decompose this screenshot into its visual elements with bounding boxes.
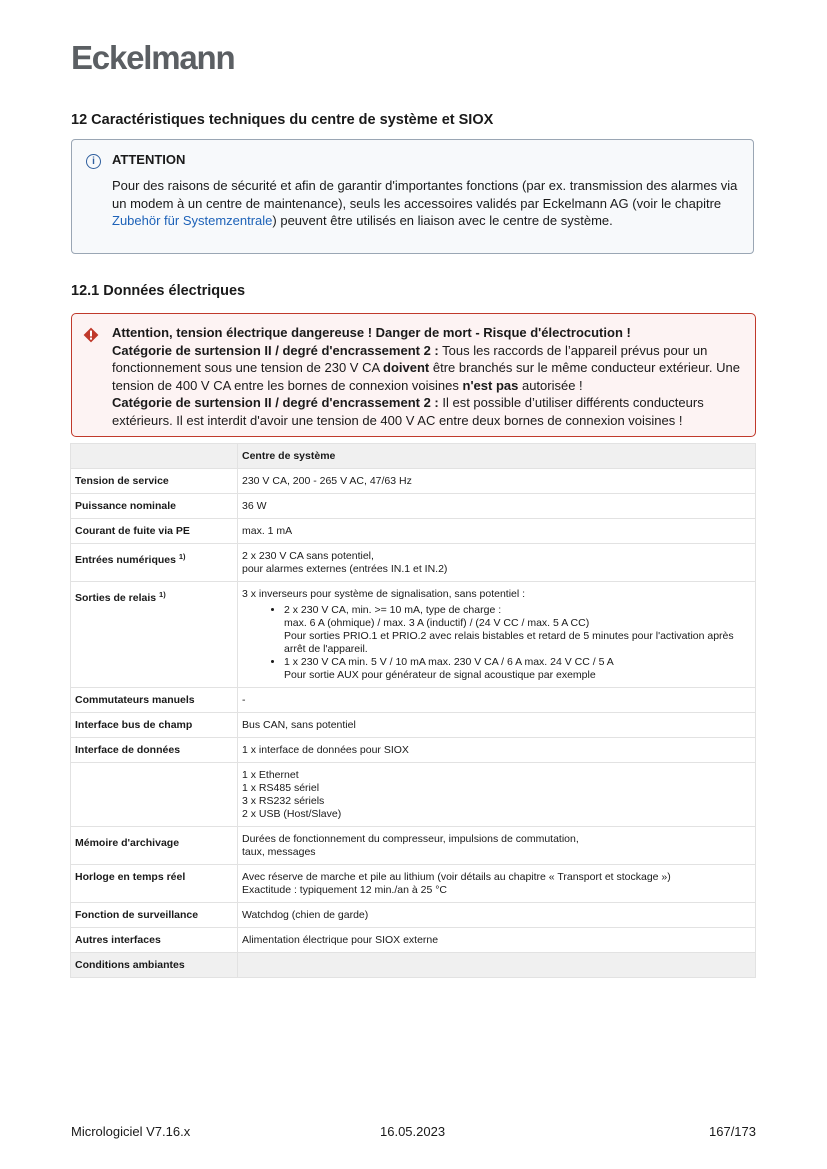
eckelmann-logo: Eckelmann <box>71 39 235 76</box>
column-header: Centre de système <box>238 444 756 469</box>
table-header-row <box>71 444 756 469</box>
list-item: • 2 x 230 V CA, min. >= 10 mA, type de charge : max. 6 A (ohmique) / max. 3 A (inductif) / (24 V CC / max. 5 A CC) Pour sorties PRIO.1 et PRIO.2 avec relais bistables et retard de 5 minutes pour l'activation après arrêt de l'appareil. <box>284 604 750 656</box>
danger-text: Attention, tension électrique dangereuse ! Danger de mort - Risque d'électrocution ! Catégorie de surtension II / degré d'encrassement 2 : Tous les raccords de l’appareil prévus pour un fonctionnement sous une tension de 230 V CA doivent être branchés sur le même conducteur extérieur. Une tension de 400 V CA entre les bornes de connexion voisines n'est pas autorisée ! Catégorie de surtension II / degré d'encrassement 2 : Il est possible d’utiliser différents conducteurs extérieurs. Il est interdit d'avoir une tension de 400 V AC entre deux bornes de connexion voisines ! <box>112 325 740 428</box>
table-row: Horloge en temps réel Avec réserve de marche et pile au lithium (voir détails au chapitre « Transport et stockage ») Exactitude : typiquement 12 min./an à 25 °C <box>71 865 756 903</box>
table-row: Interface bus de champ Bus CAN, sans potentiel <box>71 713 756 738</box>
table-row: Entrées numériques $^{1)}$ 2 x 230 V CA sans potentiel, pour alarmes externes (entrées IN.1 et IN.2) <box>71 544 756 582</box>
section-title: 12 Caractéristiques techniques du centre de système et SIOX <box>71 112 494 128</box>
table-row: Tension de service 230 V CA, 200 - 265 V AC, 47/63 Hz <box>71 469 756 494</box>
table-row: Courant de fuite via PE max. 1 mA <box>71 519 756 544</box>
footer-date: 16.05.2023 <box>380 1124 446 1139</box>
table-row: Interface de données 1 x interface de données pour SIOX <box>71 738 756 763</box>
table-row: 1 x Ethernet 1 x RS485 sériel 3 x RS232 sériels 2 x USB (Host/Slave) <box>71 763 756 827</box>
table-row: Mémoire d'archivage Durées de fonctionnement du compresseur, impulsions de commutation, taux, messages <box>71 827 756 865</box>
accessories-link[interactable]: Zubehör für Systemzentrale <box>112 213 273 228</box>
danger-headline: Attention, tension électrique dangereuse ! Danger de mort - Risque d'électrocution ! <box>112 325 631 340</box>
footer-page-number: 167/173 <box>709 1124 756 1139</box>
table-section-row: Conditions ambiantes <box>71 953 756 978</box>
attention-box <box>71 139 754 254</box>
danger-warning-icon <box>83 327 99 343</box>
table-row: Commutateurs manuels - <box>71 688 756 713</box>
attention-text: Pour des raisons de sécurité et afin de garantir d'importantes fonctions (par ex. transmission des alarmes via un modem à un centre de maintenance), seuls les accessoires validés par Eckelmann AG (voir le chapitre Zubehör für Systemzentrale) peuvent être utilisés en liaison avec le centre de système. <box>112 178 738 228</box>
electrical-data-table <box>70 443 756 978</box>
info-icon: i <box>86 154 101 169</box>
danger-box <box>71 313 756 437</box>
list-item: • 1 x 230 V CA min. 5 V / 10 mA max. 230 V CA / 6 A max. 24 V CC / 5 A Pour sortie AUX pour générateur de signal acoustique par exemple <box>284 656 750 682</box>
table-row: Puissance nominale 36 W <box>71 494 756 519</box>
relay-outputs-list <box>242 604 750 682</box>
table-row: Sorties de relais $^{1)}$ 3 x inverseurs pour système de signalisation, sans potentiel : • 2 x 230 V CA, min. >= 10 mA, type de charge : max. 6 A (ohmique) / max. 3 A (inductif) / (24 V CC / max. 5 A CC) Pour sorties PRIO.1 et PRIO.2 avec relais bistables et retard de 5 minutes pour l'activation après arrêt de l'appareil. • 1 x 230 V CA min. 5 V / 10 mA max. 230 V CA / 6 A max. 24 V CC / 5 A Pour sortie AUX pour générateur de signal acoustique par exemple <box>71 582 756 688</box>
table-row: Fonction de surveillance Watchdog (chien de garde) <box>71 903 756 928</box>
attention-title: ATTENTION <box>112 152 186 167</box>
subsection-title: 12.1 Données électriques <box>71 283 246 299</box>
footer-firmware: Micrologiciel V7.16.x <box>71 1124 191 1139</box>
table-row: Autres interfaces Alimentation électrique pour SIOX externe <box>71 928 756 953</box>
